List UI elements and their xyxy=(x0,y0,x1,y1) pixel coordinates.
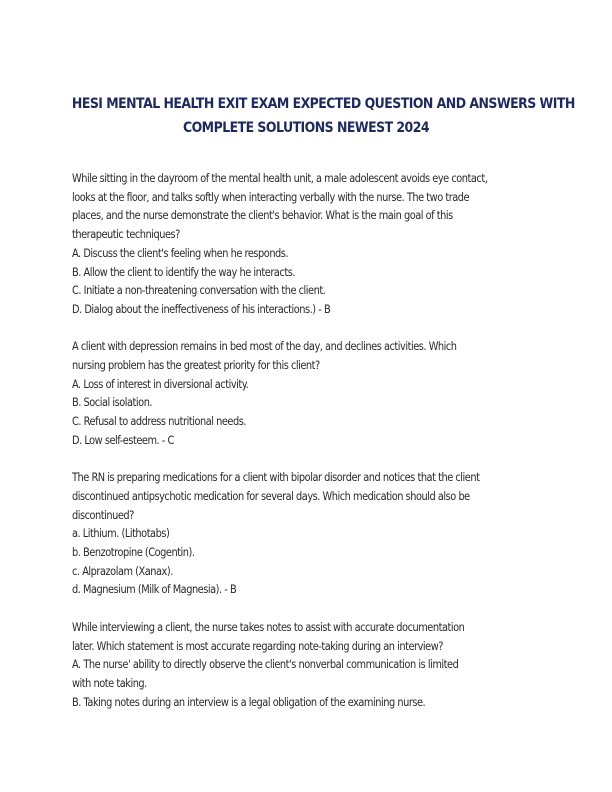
question-line: A client with depression remains in bed most of the day, and declines activities. Which xyxy=(72,339,457,354)
question-1 xyxy=(72,169,542,319)
answer-option: A. Discuss the client's feeling when he responds. xyxy=(72,245,289,260)
question-3 xyxy=(72,468,542,599)
answer-option: c. Alprazolam (Xanax). xyxy=(72,563,173,578)
answer-option: A. The nurse' ability to directly observe the client's nonverbal communication is limited xyxy=(72,657,459,672)
document-body xyxy=(72,169,542,730)
answer-option: C. Refusal to address nutritional needs. xyxy=(72,414,247,429)
page-title xyxy=(71,92,575,140)
question-line: later. Which statement is most accurate regarding note-taking during an interview? xyxy=(72,638,443,653)
question-line: discontinued antipsychotic medication for several days. Which medication should also be xyxy=(72,488,470,503)
question-line: While sitting in the dayroom of the mental health unit, a male adolescent avoids eye contact, xyxy=(72,171,488,185)
answer-option: B. Taking notes during an interview is a legal obligation of the examining nurse. xyxy=(72,694,426,709)
answer-option: D. Dialog about the ineffectiveness of his interactions.) - B xyxy=(72,301,331,316)
answer-option: C. Initiate a non-threatening conversation with the client. xyxy=(72,283,326,298)
question-line: places, and the nurse demonstrate the client's behavior. What is the main goal of this xyxy=(72,208,453,223)
answer-option: D. Low self-esteem. - C xyxy=(72,432,174,447)
question-line: While interviewing a client, the nurse takes notes to assist with accurate documentation xyxy=(72,619,465,634)
answer-option: A. Loss of interest in diversional activity. xyxy=(72,376,249,391)
answer-option: a. Lithium. (Lithotabs) xyxy=(72,526,170,541)
question-line: The RN is preparing medications for a client with bipolar disorder and notices that the client xyxy=(72,470,480,485)
question-2 xyxy=(72,337,542,449)
title-line-1: HESI MENTAL HEALTH EXIT EXAM EXPECTED QUESTION AND ANSWERS WITH xyxy=(71,96,575,112)
question-line: therapeutic techniques? xyxy=(72,227,180,242)
question-line: discontinued? xyxy=(72,507,134,522)
answer-option: b. Benzotropine (Cogentin). xyxy=(72,545,195,560)
question-line: looks at the floor, and talks softly when interacting verbally with the nurse. The two trade xyxy=(72,189,470,204)
question-4 xyxy=(72,618,542,712)
title-line-2: COMPLETE SOLUTIONS NEWEST 2024 xyxy=(182,120,430,136)
answer-option: B. Allow the client to identify the way he interacts. xyxy=(72,264,295,279)
answer-option: with note taking. xyxy=(72,675,147,690)
answer-option: B. Social isolation. xyxy=(72,395,153,410)
answer-option: d. Magnesium (Milk of Magnesia). - B xyxy=(72,582,237,597)
question-line: nursing problem has the greatest priority for this client? xyxy=(72,358,320,373)
